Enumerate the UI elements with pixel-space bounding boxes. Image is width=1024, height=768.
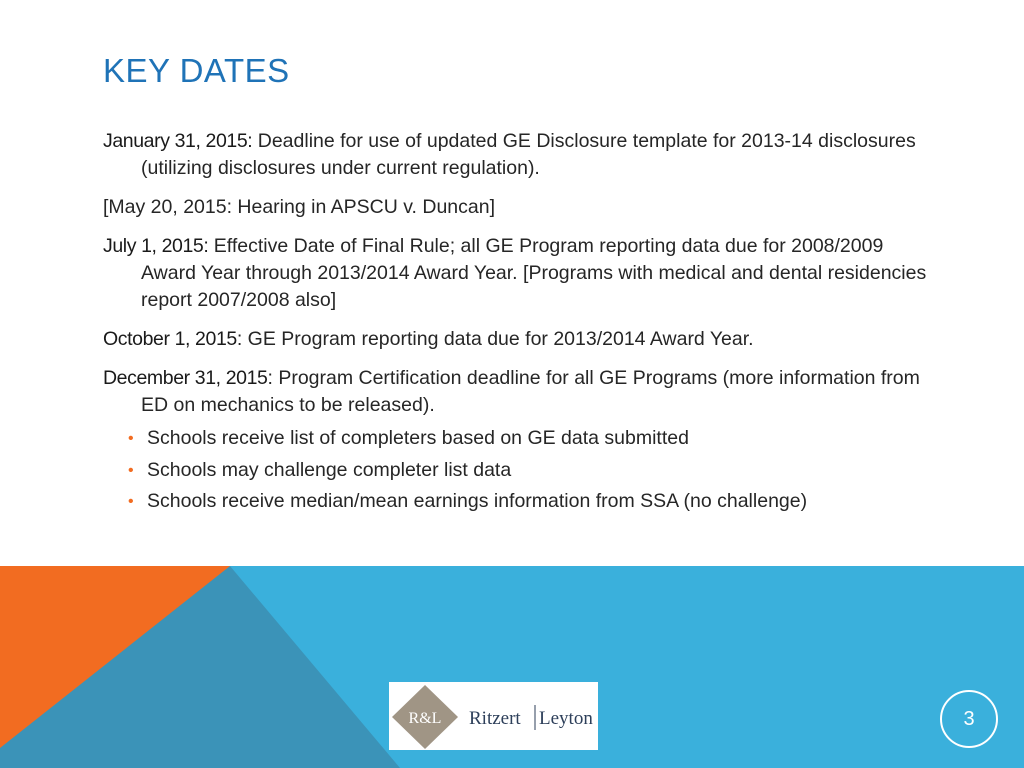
logo-name-left: Ritzert <box>469 708 521 729</box>
page-number: 3 <box>963 707 975 730</box>
bullet-dot-icon: • <box>128 493 134 510</box>
date-description: Effective Date of Final Rule; all GE Program reporting data due for 2008/2009 Award Year through 2013/2014 Award Year. [Programs with medical and dental residencies report 2007/2008 also] <box>141 235 927 311</box>
sub-bullet-text: Schools may challenge completer list data <box>147 458 512 481</box>
bullet-dot-icon: • <box>128 430 134 447</box>
date-description: : Program Certification deadline for all GE Programs (more information from ED on mechanics to be released). <box>141 367 920 416</box>
sub-bullet-text: Schools receive median/mean earnings information from SSA (no challenge) <box>147 490 808 512</box>
date-description: Deadline for use of updated GE Disclosure template for 2013-14 disclosures (utilizing disclosures under current regulation). <box>141 130 916 179</box>
sub-bullet-item <box>103 486 933 518</box>
date-item-may <box>103 194 933 221</box>
date-label: July 1, 2015: <box>103 235 209 257</box>
logo-graphic <box>389 682 598 750</box>
sub-bullet-text: Schools receive list of completers based on GE data submitted <box>147 427 689 449</box>
date-item-december <box>103 365 933 419</box>
date-item-october <box>103 326 933 353</box>
sub-bullet-item <box>103 423 933 455</box>
sub-bullet-list <box>103 423 933 518</box>
date-label: January 31, 2015: <box>103 130 253 152</box>
key-dates-list <box>103 128 933 518</box>
date-label: December 31, 2015 <box>103 367 268 389</box>
date-label: October 1, 2015 <box>103 328 237 350</box>
page-number-badge <box>940 690 998 748</box>
sub-bullet-item <box>103 455 933 487</box>
date-item-january <box>103 128 933 182</box>
logo-monogram: R&L <box>408 710 442 727</box>
date-description: [May 20, 2015: Hearing in APSCU v. Duncan] <box>103 196 496 218</box>
date-description: : GE Program reporting data due for 2013/2014 Award Year. <box>236 328 754 350</box>
bullet-dot-icon: • <box>128 461 134 479</box>
date-item-july <box>103 233 933 314</box>
logo-name-right: Leyton <box>539 708 593 729</box>
slide-title: KEY DATES <box>103 52 290 89</box>
ritzert-leyton-logo <box>389 682 598 750</box>
